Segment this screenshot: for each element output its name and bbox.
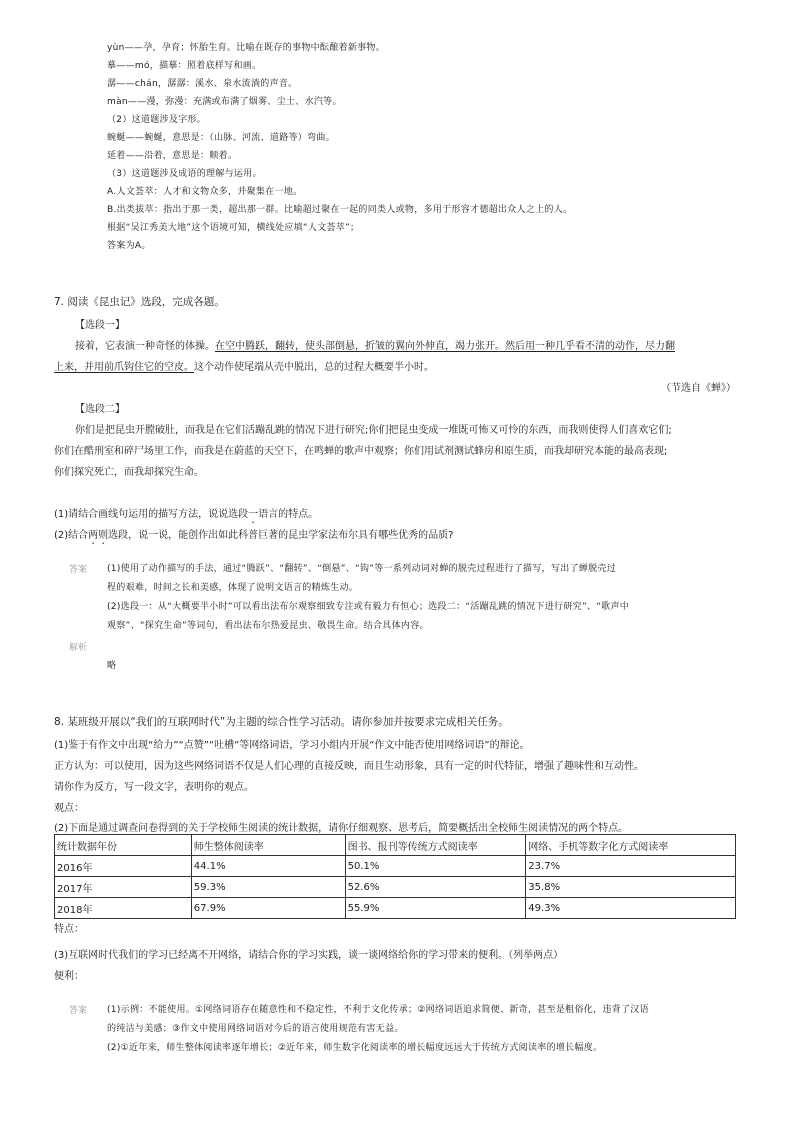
question-line: (1)鉴于有作文中出现“给力”“点赞”“吐槽”等网络词语，学习小组内开展“作文中能否使用网络词语”的辩论。 <box>54 740 530 751</box>
analysis-text: 略 <box>107 661 117 671</box>
note-line: 摹——mó，描摹：照着底样写和画。 <box>107 61 262 71</box>
table-header: 网络、手机等数字化方式阅读率 <box>526 835 736 856</box>
sub-question-text: 语言的特点。 <box>258 509 319 520</box>
table-cell: 23.7% <box>526 856 736 877</box>
question-title: 8. 某班级开展以“我们的互联网时代”为主题的综合性学习活动。请你参加并按要求完成相关任务。 <box>54 716 509 728</box>
question-line: 正方认为：可以使用，因为这些网络词语不仅是人们心理的直接反映，而且生动形象，具有一定的时代特征，增强了趣味性和互动性。 <box>54 761 644 772</box>
note-line: （2）这道题涉及字形。 <box>107 115 207 125</box>
underlined-sentence: 上来，并用前爪钩住它的空皮。 <box>54 362 194 373</box>
passage-line: 你们探究死亡，而我却探究生命。 <box>54 467 204 478</box>
table-cell: 44.1% <box>191 856 345 877</box>
question-line: 请你作为反方，写一段文字，表明你的观点。 <box>54 782 254 793</box>
table-header-row <box>55 835 736 856</box>
table-cell: 50.1% <box>345 856 526 877</box>
question-title: 7. 阅读《昆虫记》选段，完成各题。 <box>54 296 225 308</box>
section-label: 【选段二】 <box>75 404 125 415</box>
reading-stats-table <box>54 834 736 919</box>
answer-line: (1)示例：不能使用。①网络词语存在随意性和不稳定性，不利于文化传承；②网络词语追求简便、新奇，甚至是粗俗化，违背了汉语 <box>107 1005 649 1015</box>
emphasized-word: 两则 <box>88 530 109 541</box>
answer-line: (1)使用了动作描写的手法，通过“腾跃”、“翻转”、“倒悬”、“钩”等一系列动词对蝉的脱壳过程进行了描写，写出了蝉脱壳过 <box>107 564 617 574</box>
note-line: màn——漫，弥漫：充满或布满了烟雾、尘土、水汽等。 <box>107 97 342 107</box>
note-line: 潺——chán，潺潺：溪水、泉水流淌的声音。 <box>107 79 298 89</box>
table-header: 图书、报刊等传统方式阅读率 <box>345 835 526 856</box>
note-line: （3）这道题涉及成语的理解与运用。 <box>107 169 262 179</box>
answer-label: 答案 <box>69 1006 88 1016</box>
table-header: 师生整体阅读率 <box>191 835 345 856</box>
table-header: 统计数据年份 <box>55 835 192 856</box>
passage-line <box>54 358 434 373</box>
question-line: 观点： <box>54 803 84 814</box>
note-line: 答案为A。 <box>107 241 151 251</box>
underlined-sentence: 在空中腾跃，翻转，使头部倒悬，折皱的翼向外伸直，竭力张开。然后用一种几乎看不清的动作，尽力翻 <box>215 341 675 352</box>
emphasized-word: 一 <box>248 509 259 520</box>
question-line: (3)互联网时代我们的学习已经离不开网络，请结合你的学习实践，谈一谈网络给你的学习带来的便利。（列举两点） <box>54 950 564 961</box>
sub-question-text: 选段，说一说，能创作出如此科普巨著的昆虫学家法布尔具有哪些优秀的品质? <box>108 530 454 541</box>
section-label: 【选段一】 <box>75 320 125 331</box>
analysis-label: 解析 <box>69 643 88 653</box>
answer-line: 程的艰难，时间之长和美感，体现了说明文语言的精炼生动。 <box>107 583 359 593</box>
answer-label: 答案 <box>69 565 88 575</box>
note-line: A.人文荟萃：人才和文物众多，并聚集在一地。 <box>107 187 303 197</box>
answer-line: (2)选段一：从“大概要半小时”可以看出法布尔观察细致专注或有毅力有恒心；选段二：“活蹦乱跳的情况下进行研究”、“歌声中 <box>107 602 630 612</box>
passage-source: （节选自《蝉》） <box>661 383 736 394</box>
table-cell: 35.8% <box>526 877 736 898</box>
table-cell: 67.9% <box>191 898 345 919</box>
passage-line: 你们在酷刑室和碎尸场里工作，而我是在蔚蓝的天空下，在鸣蝉的歌声中观察；你们用试剂测试蜂房和原生质，而我却研究本能的最高表现; <box>54 446 668 457</box>
sub-question-2 <box>54 526 453 547</box>
table-cell: 52.6% <box>345 877 526 898</box>
note-line: B.出类拔萃：指出于那一类，超出那一群。比喻超过聚在一起的同类人或物，多用于形容才德超出众人之上的人。 <box>107 205 573 215</box>
question-line: 特点： <box>54 924 84 935</box>
sub-question-text: (1)请结合画线句运用的描写方法，说说选段 <box>54 509 249 520</box>
table-cell: 59.3% <box>191 877 345 898</box>
table-cell: 49.3% <box>526 898 736 919</box>
question-line: 便利： <box>54 971 84 982</box>
passage-text: 接着，它表演一种奇怪的体操。 <box>75 341 215 352</box>
table-cell: 2017年 <box>55 877 192 898</box>
table-row <box>55 877 736 898</box>
table-row <box>55 898 736 919</box>
sub-question-text: (2)结合 <box>54 530 89 541</box>
passage-line <box>75 337 675 352</box>
note-line: 延着——沿着，意思是：顺着。 <box>107 151 238 161</box>
passage-line: 你们是把昆虫开膛破肚，而我是在它们活蹦乱跳的情况下进行研究;你们把昆虫变成一堆既可怖又可怜的东西，而我则使得人们喜欢它们; <box>75 425 672 436</box>
sub-question-1 <box>54 505 318 526</box>
question-line: (2)下面是通过调查问卷得到的关于学校师生阅读的统计数据，请你仔细观察、思考后，简要概括出全校师生阅读情况的两个特点。 <box>54 823 629 834</box>
table-row <box>55 856 736 877</box>
note-line: 蜿蜒——蜿蜒，意思是：（山脉、河流、道路等）弯曲。 <box>107 133 336 143</box>
note-line: yùn——孕，孕育；怀胎生育。比喻在既存的事物中酝酿着新事物。 <box>107 43 386 53</box>
table-cell: 2016年 <box>55 856 192 877</box>
passage-text: 这个动作使尾端从壳中脱出，总的过程大概要半小时。 <box>194 362 434 373</box>
answer-line: 的纯洁与美感；③作文中使用网络词语对今后的语言使用规范有害无益。 <box>107 1024 404 1034</box>
table-cell: 55.9% <box>345 898 526 919</box>
table-cell: 2018年 <box>55 898 192 919</box>
answer-line: 观察”、“探究生命”等词句，看出法布尔热爱昆虫、敬畏生命。结合具体内容。 <box>107 621 429 631</box>
answer-line: (2)①近年来，师生整体阅读率逐年增长；②近年来，师生数字化阅读率的增长幅度远远大于传统方式阅读率的增长幅度。 <box>107 1043 603 1053</box>
note-line: 根据“吴江秀美大地”这个语境可知，横线处应填“人文荟萃”； <box>107 223 360 233</box>
